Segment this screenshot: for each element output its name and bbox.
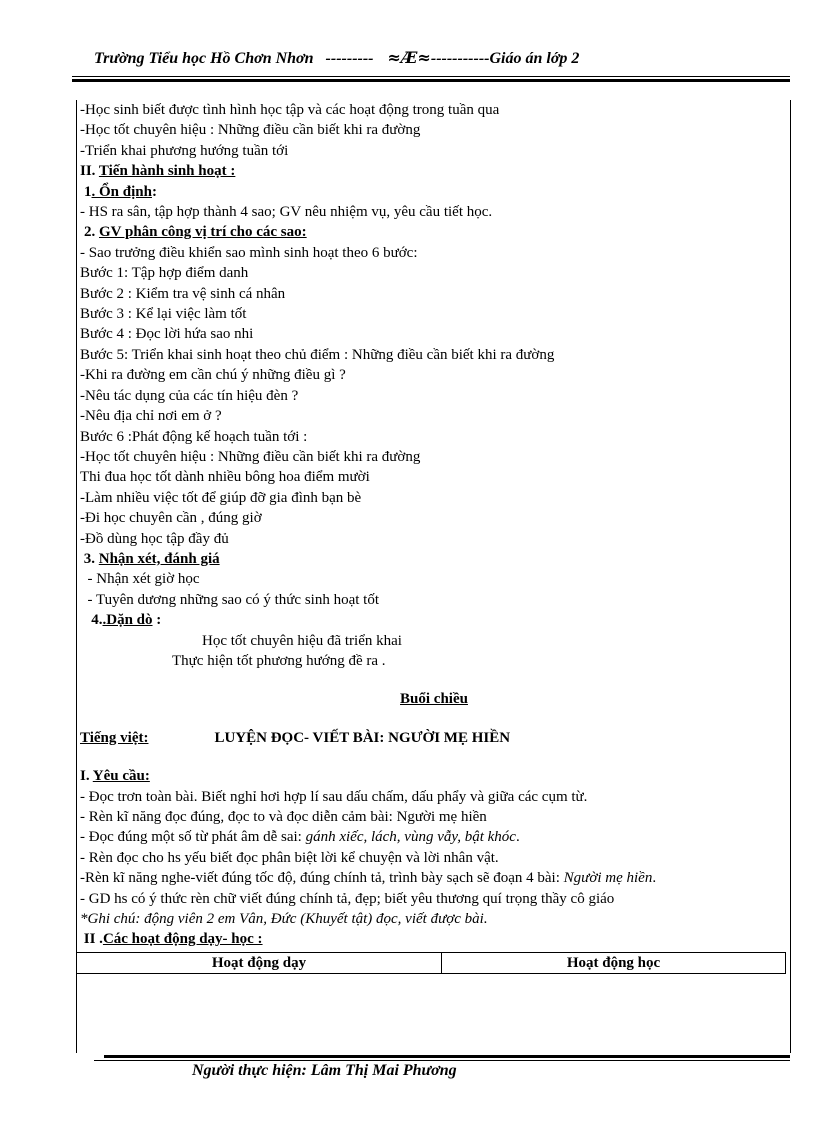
- text-line: - Đọc đúng một số từ phát âm dễ sai: gánh xiếc, lách, vùng vẫy, bật khóc.: [80, 829, 520, 846]
- header-dashes: ---------: [325, 50, 374, 67]
- section-heading: II. Tiến hành sinh hoạt :: [80, 163, 236, 180]
- text-line: - Rèn đọc cho hs yếu biết đọc phân biệt lời kể chuyện và lời nhân vật.: [80, 849, 499, 866]
- afternoon-title: Buổi chiều: [400, 691, 468, 708]
- school-name: Trường Tiểu học Hồ Chơn Nhơn: [94, 50, 314, 67]
- text-line: - Đọc trơn toàn bài. Biết nghỉ hơi hợp lí sau dấu chấm, dấu phẩy và giữa các cụm từ.: [80, 788, 588, 805]
- text-line: -Nêu địa chỉ nơi em ở ?: [80, 408, 222, 425]
- header-dashes: -----------: [430, 50, 490, 67]
- text-paragraph: -Rèn kĩ năng nghe-viết đúng tốc độ, đúng chính tả, trình bày sạch sẽ đoạn 4 bài: Người mẹ hiền.: [80, 870, 657, 887]
- sub-heading: 4..Dặn dò :: [80, 612, 162, 629]
- text-line: Học tốt chuyên hiệu đã triển khai: [202, 632, 402, 649]
- text-line: -Đi học chuyên cần , đúng giờ: [80, 510, 262, 527]
- step-line: Bước 4 : Đọc lời hứa sao nhi: [80, 326, 254, 343]
- column-header: Hoạt động dạy: [77, 952, 442, 973]
- lesson-content: [80, 100, 788, 974]
- step-line: Bước 2 : Kiểm tra vệ sinh cá nhân: [80, 285, 286, 302]
- step-line: Bước 5: Triển khai sinh hoạt theo chủ điểm : Những điều cần biết khi ra đường: [80, 346, 555, 363]
- section-heading: II .Các hoạt động dạy- học :: [80, 931, 263, 948]
- step-line: Bước 3 : Kể lại việc làm tốt: [80, 306, 247, 323]
- text-line: -Làm nhiều việc tốt để giúp đỡ gia đình bạn bè: [80, 489, 362, 506]
- text-line: -Khi ra đường em cần chú ý những điều gì ?: [80, 367, 346, 384]
- subject-label: Tiếng việt:: [80, 729, 149, 746]
- page-header: [94, 48, 579, 68]
- column-header: Hoạt động học: [442, 952, 786, 973]
- step-line: Bước 1: Tập hợp điểm danh: [80, 265, 249, 282]
- activity-table: [76, 952, 786, 974]
- table-header-row: [77, 952, 786, 973]
- text-line: -Nêu tác dụng của các tín hiệu đèn ?: [80, 387, 299, 404]
- text-line: -Học tốt chuyên hiệu : Những điều cần biết khi ra đường: [80, 448, 421, 465]
- text-line: Thi đua học tốt dành nhiều bông hoa điểm mười: [80, 469, 370, 486]
- step-line: Bước 6 :Phát động kế hoạch tuần tới :: [80, 428, 308, 445]
- text-line: - Sao trưởng điều khiển sao mình sinh hoạt theo 6 bước:: [80, 244, 418, 261]
- sub-heading: 2. GV phân công vị trí cho các sao:: [84, 224, 307, 241]
- text-line: - HS ra sân, tập hợp thành 4 sao; GV nêu nhiệm vụ, yêu cầu tiết học.: [80, 204, 493, 221]
- sub-heading: 1. Ổn định:: [84, 183, 157, 200]
- text-line: -Học tốt chuyên hiệu : Những điều cần biết khi ra đường: [80, 122, 421, 139]
- text-line: Thực hiện tốt phương hướng đề ra .: [172, 652, 386, 669]
- text-line: -Học sinh biết được tình hình học tập và các hoạt động trong tuần qua: [80, 102, 500, 118]
- text-line: - Rèn kĩ năng đọc đúng, đọc to và đọc diễn cảm bài: Người mẹ hiền: [80, 809, 487, 825]
- logo-icon: ≈Æ≈: [387, 48, 431, 67]
- text-line: -Triển khai phương hướng tuần tới: [80, 142, 289, 159]
- header-rule: [72, 76, 790, 77]
- footer-author: Người thực hiện: Lâm Thị Mai Phương: [192, 1062, 457, 1079]
- lesson-title-line: [80, 728, 788, 748]
- subject-name: Giáo án lớp 2: [489, 50, 580, 67]
- footer-rule: [94, 1060, 790, 1061]
- lesson-title: LUYỆN ĐỌC- VIẾT BÀI: NGƯỜI MẸ HIỀN: [214, 729, 511, 746]
- text-line: - Tuyên dương những sao có ý thức sinh hoạt tốt: [80, 591, 379, 608]
- footer-rule-thick: [104, 1055, 790, 1058]
- section-heading: I. Yêu cầu:: [80, 768, 150, 785]
- note-line: *Ghi chú: động viên 2 em Vân, Đức (Khuyết tật) đọc, viết được bài.: [80, 911, 488, 928]
- header-rule-thick: [72, 79, 790, 82]
- text-line: - GD hs có ý thức rèn chữ viết đúng chính tả, đẹp; biết yêu thương quí trọng thầy cô giáo: [80, 890, 615, 907]
- sub-heading: 3. Nhận xét, đánh giá: [80, 550, 220, 567]
- text-line: - Nhận xét giờ học: [80, 571, 200, 588]
- text-line: -Đồ dùng học tập đầy đủ: [80, 530, 229, 547]
